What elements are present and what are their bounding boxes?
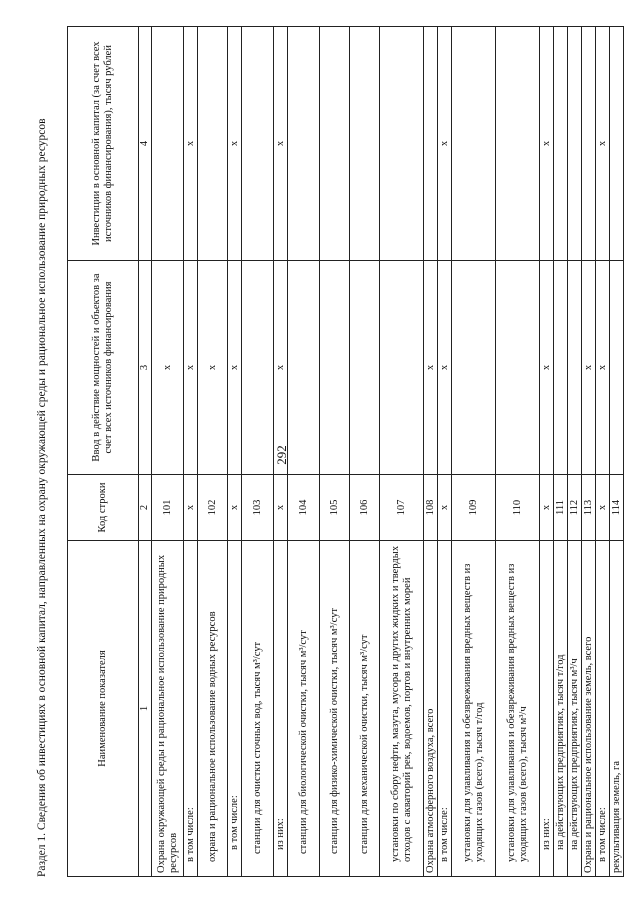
header-investments: Инвестиции в основной капитал (за счет всех источников финансирования), тысяч рублей xyxy=(68,27,139,261)
row-investment-value xyxy=(350,27,380,261)
row-investment-value xyxy=(452,27,496,261)
row-investment-value: х xyxy=(228,27,242,261)
row-code: 106 xyxy=(350,475,380,541)
row-name: в том числе: xyxy=(228,541,242,877)
table-row xyxy=(452,27,496,877)
column-number-row xyxy=(139,27,152,877)
row-name: Охрана атмосферного воздуха, всего xyxy=(424,541,438,877)
row-code: 102 xyxy=(198,475,228,541)
row-investment-value xyxy=(152,27,184,261)
row-name: Охрана окружающей среды и рациональное использование природных ресурсов xyxy=(152,541,184,877)
row-code: 108 xyxy=(424,475,438,541)
row-investment-value: х xyxy=(438,27,452,261)
row-code: х xyxy=(184,475,198,541)
row-investment-value xyxy=(380,27,424,261)
row-name: станции для механической очистки, тысяч м³/сут xyxy=(350,541,380,877)
table-row xyxy=(152,27,184,877)
row-capacity-value: х xyxy=(582,261,596,475)
row-capacity-value xyxy=(610,261,624,475)
row-name: установки для улавливания и обезвреживания вредных веществ из уходящих газов (всего), тысяч м³/ч xyxy=(496,541,540,877)
row-name: охрана и рациональное использование водных ресурсов xyxy=(198,541,228,877)
section-title: Раздел 1. Сведения об инвестициях в основной капитал, направленных на охрану окружающей среды и рациональное использование природных ресурсов xyxy=(36,118,48,877)
row-code: 111 xyxy=(554,475,568,541)
column-number: 2 xyxy=(139,475,152,541)
row-code: х xyxy=(540,475,554,541)
table-row xyxy=(288,27,320,877)
column-number: 4 xyxy=(139,27,152,261)
table-row xyxy=(380,27,424,877)
row-code: 113 xyxy=(582,475,596,541)
column-number: 1 xyxy=(139,541,152,877)
table-row xyxy=(554,27,568,877)
table-row xyxy=(198,27,228,877)
header-indicator-name: Наименование показателя xyxy=(68,541,139,877)
row-investment-value xyxy=(320,27,350,261)
row-investment-value: х xyxy=(540,27,554,261)
row-code: х xyxy=(596,475,610,541)
row-capacity-value xyxy=(242,261,274,475)
row-name: в том числе: xyxy=(438,541,452,877)
table-row xyxy=(228,27,242,877)
row-name: установки для улавливания и обезвреживания вредных веществ из уходящих газов (всего), тысяч т/год xyxy=(452,541,496,877)
page-number: 292 xyxy=(274,445,289,465)
row-code: х xyxy=(274,475,288,541)
row-capacity-value: х xyxy=(184,261,198,475)
row-code: 105 xyxy=(320,475,350,541)
row-capacity-value: х xyxy=(424,261,438,475)
table-row xyxy=(274,27,288,877)
row-code: х xyxy=(438,475,452,541)
row-capacity-value xyxy=(452,261,496,475)
row-name: из них: xyxy=(274,541,288,877)
row-capacity-value: х xyxy=(438,261,452,475)
row-investment-value xyxy=(582,27,596,261)
rotated-document xyxy=(35,17,635,877)
row-name: станции для физико-химической очистки, тысяч м³/сут xyxy=(320,541,350,877)
table-row xyxy=(540,27,554,877)
row-investment-value xyxy=(496,27,540,261)
row-capacity-value xyxy=(496,261,540,475)
row-capacity-value: х xyxy=(596,261,610,475)
row-code: х xyxy=(228,475,242,541)
row-code: 110 xyxy=(496,475,540,541)
row-code: 104 xyxy=(288,475,320,541)
row-code: 103 xyxy=(242,475,274,541)
row-code: 107 xyxy=(380,475,424,541)
row-investment-value: х xyxy=(596,27,610,261)
row-code: 101 xyxy=(152,475,184,541)
row-capacity-value xyxy=(554,261,568,475)
table-row xyxy=(242,27,274,877)
row-capacity-value xyxy=(288,261,320,475)
investment-table xyxy=(67,26,624,877)
header-capacity-commissioning: Ввод в действие мощностей и объектов за счет всех источников финансирования xyxy=(68,261,139,475)
row-investment-value xyxy=(288,27,320,261)
table-row xyxy=(350,27,380,877)
row-capacity-value: х xyxy=(198,261,228,475)
row-capacity-value xyxy=(320,261,350,475)
table-row xyxy=(424,27,438,877)
row-capacity-value: х xyxy=(228,261,242,475)
table-row xyxy=(496,27,540,877)
table-row xyxy=(184,27,198,877)
table-row xyxy=(438,27,452,877)
row-investment-value: х xyxy=(274,27,288,261)
row-name: из них: xyxy=(540,541,554,877)
row-investment-value: х xyxy=(184,27,198,261)
row-capacity-value xyxy=(380,261,424,475)
row-investment-value xyxy=(198,27,228,261)
table-row xyxy=(610,27,624,877)
row-investment-value xyxy=(554,27,568,261)
row-name: станции для биологической очистки, тысяч м³/сут xyxy=(288,541,320,877)
row-name: Охрана и рациональное использование земель, всего xyxy=(582,541,596,877)
table-header-row xyxy=(68,27,139,877)
table-row xyxy=(568,27,582,877)
row-name: установки по сбору нефти, мазута, мусора и других жидких и твердых отходов с акваторий рек, водоемов, портов и внутренних морей xyxy=(380,541,424,877)
row-capacity-value xyxy=(568,261,582,475)
row-capacity-value: х xyxy=(274,261,288,475)
row-capacity-value xyxy=(350,261,380,475)
row-investment-value xyxy=(424,27,438,261)
row-name: на действующих предприятиях, тысяч м³/ч xyxy=(568,541,582,877)
row-name: в том числе: xyxy=(184,541,198,877)
row-investment-value xyxy=(610,27,624,261)
table-row xyxy=(596,27,610,877)
row-name: рекультивация земель, га xyxy=(610,541,624,877)
row-code: 112 xyxy=(568,475,582,541)
row-investment-value xyxy=(568,27,582,261)
row-name: станции для очистки сточных вод, тысяч м³/сут xyxy=(242,541,274,877)
row-capacity-value: х xyxy=(540,261,554,475)
row-name: в том числе: xyxy=(596,541,610,877)
table-row xyxy=(320,27,350,877)
row-code: 114 xyxy=(610,475,624,541)
row-capacity-value: х xyxy=(152,261,184,475)
row-investment-value xyxy=(242,27,274,261)
row-name: на действующих предприятиях, тысяч т/год xyxy=(554,541,568,877)
row-code: 109 xyxy=(452,475,496,541)
column-number: 3 xyxy=(139,261,152,475)
table-row xyxy=(582,27,596,877)
header-row-code: Код строки xyxy=(68,475,139,541)
